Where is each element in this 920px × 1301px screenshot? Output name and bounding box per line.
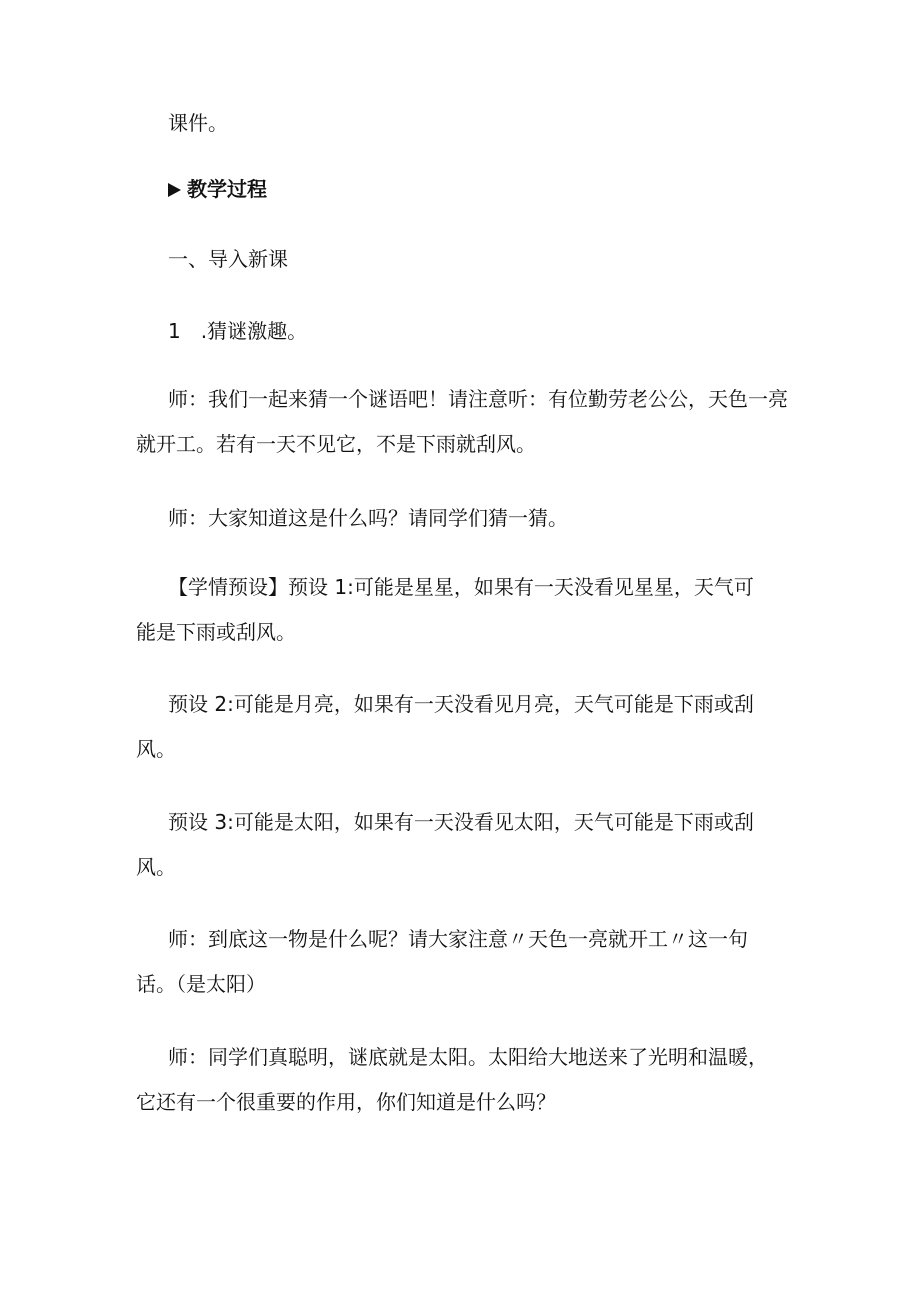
paragraph-line: 预设 3:可能是太阳，如果有一天没看见太阳，天气可能是下雨或刮 [168, 810, 754, 834]
paragraph-answer [136, 917, 796, 1007]
paragraph-line: 它还有一个很重要的作用，你们知道是什么吗？ [136, 1090, 556, 1114]
list-item-text: 1 .猜谜激趣。 [168, 319, 308, 343]
paragraph-conclusion [136, 1035, 796, 1125]
paragraph-line: 预设 2:可能是月亮，如果有一天没看见月亮，天气可能是下雨或刮 [168, 692, 754, 716]
paragraph-riddle [136, 377, 796, 467]
paragraph-line: 话。（是太阳） [136, 972, 266, 996]
triangle-bullet-icon [168, 183, 181, 197]
section-heading-text: 教学过程 [187, 177, 267, 201]
paragraph-line: 师：大家知道这是什么吗？请同学们猜一猜。 [168, 506, 568, 530]
paragraph-line: 师：同学们真聪明，谜底就是太阳。太阳给大地送来了光明和温暖， [168, 1045, 768, 1069]
paragraph-question [136, 496, 796, 541]
paragraph-line: 【学情预设】预设 1:可能是星星，如果有一天没看见星星，天气可 [168, 575, 754, 599]
list-item-1 [136, 309, 796, 354]
paragraph-line: 风。 [136, 737, 176, 761]
paragraph-preset-2 [136, 682, 796, 772]
paragraph-preset-3 [136, 800, 796, 890]
paragraph-materials [136, 101, 796, 146]
paragraph-line: 风。 [136, 855, 176, 879]
paragraph-line: 能是下雨或刮风。 [136, 620, 296, 644]
paragraph-line: 师：到底这一物是什么呢？请大家注意〃天色一亮就开工〃这一句 [168, 927, 748, 951]
subsection-heading [136, 237, 796, 282]
subsection-text: 一、导入新课 [168, 247, 288, 271]
paragraph-line: 就开工。若有一天不见它，不是下雨就刮风。 [136, 432, 536, 456]
paragraph-line: 师：我们一起来猜一个谜语吧！请注意听：有位勤劳老公公，天色一亮 [168, 387, 788, 411]
paragraph-preset-1 [136, 565, 796, 655]
section-heading [136, 167, 796, 212]
paragraph-text: 课件。 [168, 111, 228, 135]
